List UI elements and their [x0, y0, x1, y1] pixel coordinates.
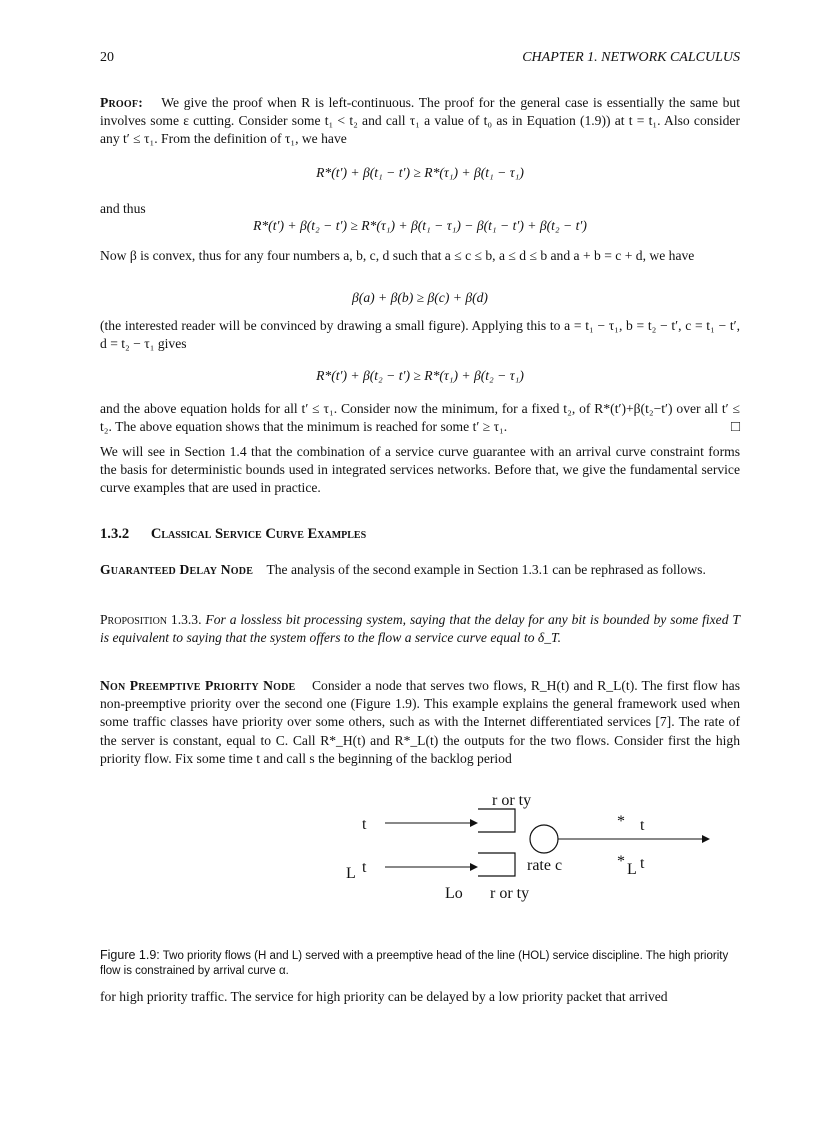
priority-figure — [220, 782, 816, 912]
output-arrowhead — [702, 835, 710, 843]
equation-2: R*(t′) + β(t₂ − t′) ≥ R*(τ₁) + β(t₁ − τ₁) − β(t₁ − t′) + β(t₂ − t′) — [253, 218, 587, 233]
proposition-label: Proposition 1.3.3. — [100, 612, 202, 627]
non-preemptive-paragraph — [100, 677, 740, 768]
guaranteed-delay-paragraph — [100, 561, 740, 579]
high-input-arrowhead — [470, 819, 478, 827]
conclusion-paragraph — [100, 400, 740, 436]
proposition-text: For a lossless bit processing system, saying that the delay for any bit is bounded by some fixed T is equivalent to saying that the system offers to the flow a service curve equal to δ_T. — [100, 612, 740, 646]
equation-4: R*(t′) + β(t₂ − t′) ≥ R*(τ₁) + β(t₂ − τ₁) — [316, 368, 524, 383]
non-preemptive-heading: Non Preemptive Priority Node — [100, 678, 296, 693]
guaranteed-delay-heading: Guaranteed Delay Node — [100, 562, 254, 577]
proof-text: We give the proof when R is left-continuous. The proof for the general case is essentially the same but involves some ε cutting. Consider some t₁ < t₂ and call τ₁ a value of t₀ as in Equation (1.9)) at t = t₁. Also consider any t′ ≤ τ₁. From the definition of τ₁, we have — [100, 95, 740, 147]
figure-caption-label: Figure 1.9: — [100, 947, 160, 962]
low-output-subscript: L — [627, 861, 637, 878]
chapter-title: CHAPTER 1. NETWORK CALCULUS — [522, 50, 740, 65]
running-header — [100, 50, 740, 66]
qed-symbol: □ — [730, 419, 740, 436]
low-input-label: t — [362, 859, 367, 876]
subsection-title: Classical Service Curve Examples — [150, 526, 367, 542]
figure-caption — [100, 948, 740, 980]
applying-paragraph: (the interested reader will be convinced by drawing a small figure). Applying this to a = t₁ − τ₁, b = t₂ − t′, c = t₁ − t′, d = t₂ − τ₁ gives — [100, 318, 740, 352]
final-line: for high priority traffic. The service for high priority can be delayed by a low priority packet that arrived — [100, 989, 668, 1004]
high-input-label: t — [362, 816, 367, 833]
high-priority-queue — [478, 809, 515, 832]
high-output-star: * — [617, 813, 625, 830]
subsection-heading — [100, 526, 740, 543]
proposition-paragraph — [100, 611, 740, 647]
section-intro-paragraph: We will see in Section 1.4 that the combination of a service curve guarantee with an arrival curve constraint forms the basis for deterministic bounds used in integrated services networks. Before that, we give the fundamental service curve examples that are used in practice. — [100, 444, 740, 496]
equation-1: R*(t′) + β(t₁ − t′) ≥ R*(τ₁) + β(t₁ − τ₁) — [316, 165, 524, 180]
convexity-paragraph: Now β is convex, thus for any four numbers a, b, c, d such that a ≤ c ≤ b, a ≤ d ≤ b and a + b = c + d, we have — [100, 248, 695, 263]
low-priority-queue — [478, 853, 515, 876]
server-circle — [530, 825, 558, 853]
equation-3: β(a) + β(b) ≥ β(c) + β(d) — [352, 290, 488, 305]
low-input-arrowhead — [470, 863, 478, 871]
figure-caption-text: Two priority flows (H and L) served with a preemptive head of the line (HOL) service discipline. The high priority flow is constrained by arrival curve α. — [100, 949, 729, 977]
non-preemptive-text: Consider a node that serves two flows, R_H(t) and R_L(t). The first flow has non-preemptive priority over the second one (Figure 1.9). This example explains the general framework used when some traffic classes have priority over some others, such as with the Internet differentiated services [7]. The rate of the server is constant, equal to C. Call R*_H(t) and R*_L(t) the outputs for the two flows. Consider first the high priority flow. Fix some time t and call s the beginning of the backlog period — [100, 678, 741, 766]
server-rate-label: rate c — [527, 857, 563, 874]
low-priority-prefix: Lo — [445, 885, 463, 902]
proof-paragraph — [100, 94, 740, 149]
high-output-label: t — [640, 817, 645, 834]
page-number: 20 — [100, 50, 114, 65]
subsection-number: 1.3.2 — [100, 526, 130, 542]
low-output-star: * — [617, 853, 625, 870]
conclusion-text: and the above equation holds for all t′ ≤ τ₁. Consider now the minimum, for a fixed t₂, of R*(t′)+β(t₂−t′) over all t′ ≤ t₂. The above equation shows that the minimum is reached for some t′ ≥ τ₁. — [100, 401, 740, 435]
guaranteed-delay-text: The analysis of the second example in Section 1.3.1 can be rephrased as follows. — [266, 562, 706, 577]
low-input-subscript: L — [346, 865, 356, 882]
and-thus-text: and thus — [100, 201, 146, 216]
low-priority-label: r or ty — [490, 885, 530, 902]
low-output-label: t — [640, 855, 645, 872]
high-priority-label: r or ty — [492, 792, 532, 809]
proof-label: Proof: — [100, 95, 143, 110]
